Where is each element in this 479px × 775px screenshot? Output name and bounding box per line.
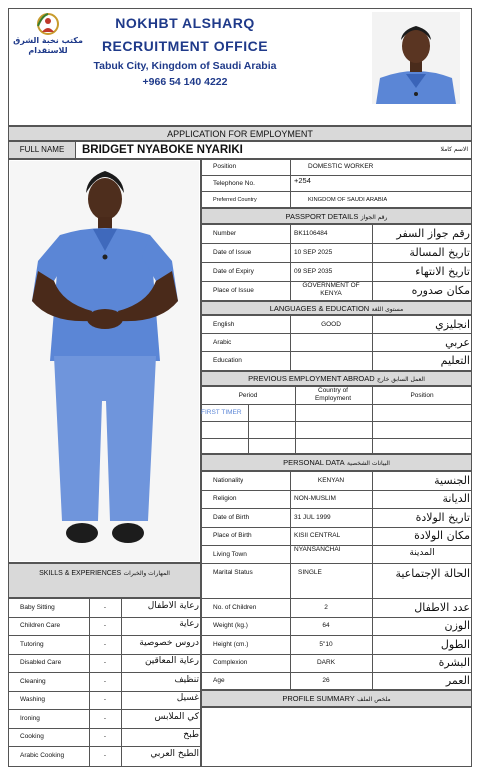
personal-data-header <box>201 454 472 471</box>
english-label: English <box>213 321 235 328</box>
telephone-value: +254 <box>294 177 311 185</box>
living-town-label: Living Town <box>213 551 247 558</box>
full-name-label: FULL NAME <box>8 141 76 159</box>
company-address: Tabuk City, Kingdom of Saudi Arabia <box>93 60 277 72</box>
skill-disabled-care: Disabled Care <box>20 659 62 666</box>
passport-number-ar: رقم جواز السفر <box>396 227 470 240</box>
application-title: APPLICATION FOR EMPLOYMENT <box>8 126 472 141</box>
skill-washing-ar: غسيل <box>176 693 199 703</box>
children-label: No. of Children <box>213 604 257 611</box>
issue-date-ar: تاريخ المسالة <box>409 246 470 259</box>
place-of-issue-ar: مكان صدوره <box>411 284 470 297</box>
marital-status-value: SINGLE <box>298 569 322 576</box>
height-ar: الطول <box>440 638 470 651</box>
full-body-photo <box>10 161 199 561</box>
skill-children-care-ar: رعاية <box>179 619 199 629</box>
passport-number-value: BK1106484 <box>294 230 328 237</box>
skill-baby-sitting-ar: رعاية الأطفال <box>147 601 199 611</box>
skill-cleaning-ar: تنظيف <box>174 675 199 685</box>
preferred-country-value: KINGDOM OF SAUDI ARABIA <box>308 197 388 203</box>
skill-ironing: Ironing <box>20 715 40 722</box>
expiry-date-value: 09 SEP 2035 <box>294 268 333 275</box>
age-label: Age <box>213 677 225 684</box>
living-town-ar: المدينة <box>409 548 435 558</box>
height-value: 5"10 <box>319 641 333 648</box>
telephone-label: Telephone No. <box>213 180 255 187</box>
age-ar: العمر <box>445 674 470 687</box>
languages-title: LANGUAGES & EDUCATION <box>269 304 370 313</box>
skill-cooking-value: - <box>103 733 107 740</box>
languages-title-ar: مستوى اللغة <box>371 306 404 313</box>
living-town-value: NYANSANCHAI <box>294 546 341 553</box>
arabic-ar: عربي <box>445 336 470 349</box>
dob-label: Date of Birth <box>213 514 250 521</box>
personal-title: PERSONAL DATA <box>283 458 345 467</box>
skills-title: SKILLS & EXPERIENCES <box>39 570 122 577</box>
col-position: Position <box>410 392 434 399</box>
col-country: Country of Employment <box>314 387 352 402</box>
full-name-label-ar: الاسم كاملا <box>440 146 468 153</box>
pob-ar: مكان الولادة <box>414 529 470 542</box>
passport-title-ar: رقم الجواز <box>360 214 388 221</box>
col-period: Period <box>238 392 258 399</box>
company-logo <box>12 12 84 54</box>
passport-number-label: Number <box>213 230 237 237</box>
weight-value: 64 <box>322 622 330 629</box>
children-value: 2 <box>324 604 328 611</box>
previous-employment-title: PREVIOUS EMPLOYMENT ABROAD <box>248 374 375 383</box>
company-name-line1: NOKHBT ALSHARQ <box>115 15 255 31</box>
skills-section-header <box>8 563 201 598</box>
skill-children-care-value: - <box>103 622 107 629</box>
education-label: Education <box>213 357 242 364</box>
children-ar: عدد الاطفال <box>414 601 470 614</box>
position-value: DOMESTIC WORKER <box>308 163 374 170</box>
skill-washing-value: - <box>103 696 107 703</box>
personal-title-ar: البيانات الشخصية <box>346 460 390 467</box>
skill-cooking: Cooking <box>20 733 44 740</box>
skill-disabled-care-ar: رعاية المعاقين <box>144 656 199 666</box>
religion-label: Religion <box>213 495 237 502</box>
skill-cooking-ar: طبخ <box>183 730 199 740</box>
height-label: Height (cm.) <box>213 641 249 648</box>
company-phone: +966 54 140 4222 <box>142 76 228 88</box>
skills-title-ar: المهارات والخبرات <box>123 570 170 577</box>
preferred-country-label: Preferred Country <box>213 197 257 203</box>
skill-baby-sitting-value: - <box>103 604 107 611</box>
profile-summary-title: PROFILE SUMMARY <box>282 694 355 703</box>
skill-arabic-cooking-ar: الطبخ العربي <box>150 749 199 759</box>
complexion-value: DARK <box>316 659 336 666</box>
passport-title: PASSPORT DETAILS <box>285 212 359 221</box>
profile-summary-body <box>201 707 472 767</box>
position-label: Position <box>213 163 237 170</box>
skill-children-care: Children Care <box>20 622 61 629</box>
religion-value: NON-MUSLIM <box>294 495 336 502</box>
arabic-label: Arabic <box>213 339 232 346</box>
skill-tutoring-value: - <box>103 641 107 648</box>
company-name-line2: RECRUITMENT OFFICE <box>101 38 269 54</box>
skill-disabled-care-value: - <box>103 659 107 666</box>
weight-label: Weight (kg.) <box>213 622 248 629</box>
skill-baby-sitting: Baby Sitting <box>20 604 55 611</box>
religion-ar: الديانة <box>442 492 470 505</box>
age-value: 26 <box>322 677 330 684</box>
place-of-issue-value: GOVERNMENT OF KENYA <box>302 282 360 297</box>
nationality-ar: الجنسية <box>434 474 470 487</box>
nationality-value: KENYAN <box>317 477 345 484</box>
pob-value: KISII CENTRAL <box>294 532 341 539</box>
skill-cleaning-value: - <box>103 678 107 685</box>
employment-first-row: FIRST TIMER <box>201 409 242 416</box>
complexion-label: Complexion <box>213 659 248 666</box>
skill-tutoring-ar: دروس خصوصية <box>139 638 199 648</box>
nationality-label: Nationality <box>213 477 244 484</box>
complexion-ar: البشرة <box>438 656 470 669</box>
previous-employment-title-ar: العمل السابق خارج <box>377 376 425 383</box>
skill-ironing-ar: كي الملابس <box>154 712 199 722</box>
skill-tutoring: Tutoring <box>20 641 44 648</box>
issue-date-value: 10 SEP 2025 <box>294 249 333 256</box>
skill-cleaning: Cleaning <box>20 678 46 685</box>
pob-label: Place of Birth <box>213 532 252 539</box>
languages-section-header <box>201 301 472 315</box>
place-of-issue-label: Place of Issue <box>213 287 254 294</box>
profile-summary-header <box>201 690 472 707</box>
education-ar: التعليم <box>440 354 470 367</box>
skill-arabic-cooking-value: - <box>103 752 107 759</box>
passport-section-header <box>201 208 472 224</box>
issue-date-label: Date of Issue <box>213 249 252 256</box>
english-value: GOOD <box>321 321 341 328</box>
skill-washing: Washing <box>20 696 46 703</box>
skill-arabic-cooking: Arabic Cooking <box>20 752 65 759</box>
skill-ironing-value: - <box>103 715 107 722</box>
expiry-date-ar: تاريخ الانتهاء <box>415 265 470 278</box>
headshot-photo <box>372 12 460 104</box>
previous-employment-header <box>201 371 472 386</box>
expiry-date-label: Date of Expiry <box>213 268 254 275</box>
dob-ar: تاريخ الولادة <box>415 511 470 524</box>
english-ar: انجليزي <box>435 318 470 331</box>
weight-ar: الوزن <box>444 619 470 632</box>
full-name-value: BRIDGET NYABOKE NYARIKI <box>82 144 243 156</box>
marital-status-ar: الحالة الإجتماعية <box>395 567 470 580</box>
logo-text: مكتب نخبة الشرق للاستقدام <box>13 36 83 55</box>
marital-status-label: Marital Status <box>213 569 253 576</box>
dob-value: 31 JUL 1999 <box>294 514 331 521</box>
profile-summary-title-ar: ملخص الملف <box>357 696 391 703</box>
